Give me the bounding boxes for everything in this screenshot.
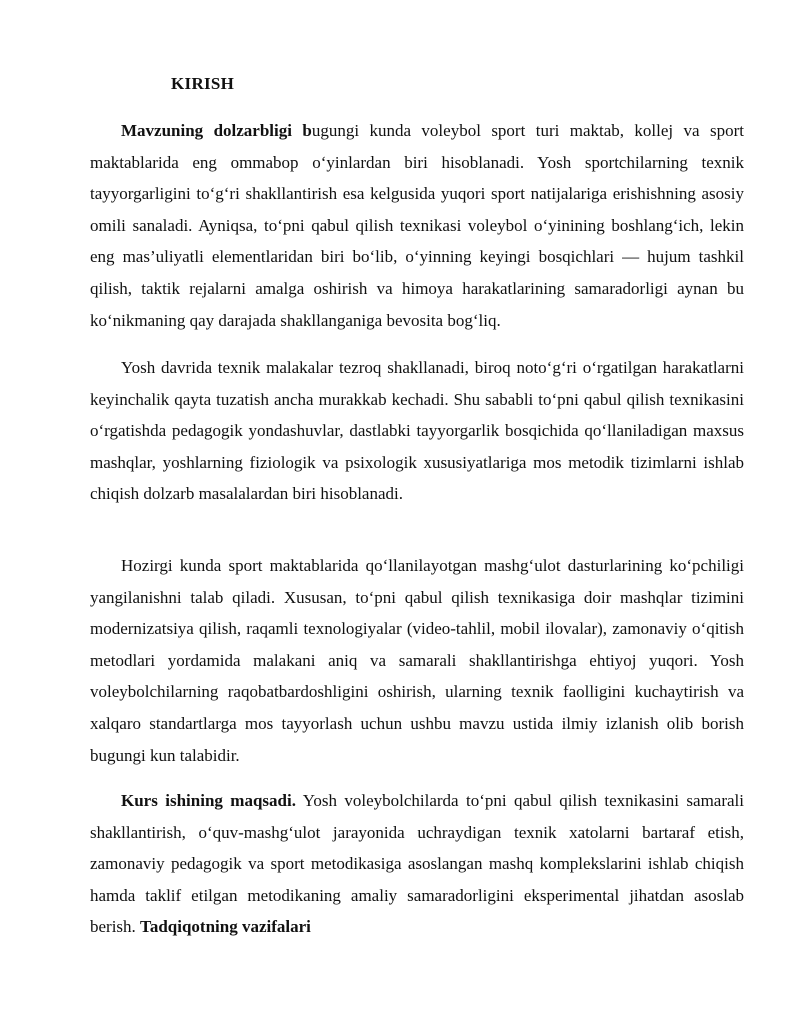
relevance-text: ugungi kunda voleybol sport turi maktab, kollej va sport maktablarida eng ommabop o‘yinlardan biri hisoblanadi. Yosh sportchilarning texnik tayyorgarligini to‘g‘ri shakllantirish esa kelgusida yuqori sport natijalariga erishishning asosiy omili sanaladi. Ayniqsa, to‘pni qabul qilish texnikasi voleybol o‘yinining boshlang‘ich, lekin eng mas’uliyatli elementlaridan biri bo‘lib, o‘yinning keyingi bosqichlari — hujum tashkil qilish, taktik rejalarni amalga oshirish va himoya harakatlarining samaradorligi aynan bu ko‘nikmaning qay darajada shakllanganiga bevosita bog‘liq. (90, 121, 744, 330)
paragraph-youth-skills (90, 352, 744, 510)
paragraph-goal (90, 785, 744, 943)
tasks-heading: Tadqiqotning vazifalari (140, 917, 311, 937)
modernization-text: Hozirgi kunda sport maktablarida qo‘llanilayotgan mashg‘ulot dasturlarining ko‘pchiligi yangilanishni talab qiladi. Xususan, to‘pni qabul qilish texnikasiga doir mashqlar tizimini modernizatsiya qilish, raqamli texnologiyalar (video-tahlil, mobil ilovalar), zamonaviy o‘qitish metodlari yordamida malakani aniq va samarali shakllantirishga ehtiyoj yuqori. Yosh voleybolchilarning raqobatbardoshligini oshirish, ularning texnik faolligini kuchaytirish va xalqaro standartlarga mos tayyorlash uchun ushbu mavzu ustida ilmiy izlanish olib borish bugungi kun talabidir. (90, 556, 744, 765)
relevance-lead: Mavzuning dolzarbligi b (121, 121, 312, 140)
section-heading: KIRISH (171, 74, 235, 93)
paragraph-relevance (90, 115, 744, 336)
goal-lead: Kurs ishining maqsadi. (121, 791, 296, 810)
paragraph-modernization (90, 550, 744, 771)
goal-text: Yosh voleybolchilarda to‘pni qabul qilish texnikasini samarali shakllantirish, o‘quv-mashg‘ulot jarayonida uchraydigan texnik xatolarni bartaraf etish, zamonaviy pedagogik va sport metodikasiga asoslangan mashq komplekslarini ishlab chiqish hamda taklif etilgan metodikaning amaliy samaradorligini eksperimental jihatdan asoslab berish. (90, 791, 745, 937)
youth-skills-text: Yosh davrida texnik malakalar tezroq shakllanadi, biroq noto‘g‘ri o‘rgatilgan harakatlarni keyinchalik qayta tuzatish ancha murakkab kechadi. Shu sababli to‘pni qabul qilish texnikasini o‘rgatishda pedagogik yondashuvlar, dastlabki tayyorgarlik bosqichida qo‘llaniladigan maxsus mashqlar, yoshlarning fiziologik va psixologik xususiyatlariga mos metodik tizimlarni ishlab chiqish dolzarb masalalardan biri hisoblanadi. (90, 358, 744, 504)
